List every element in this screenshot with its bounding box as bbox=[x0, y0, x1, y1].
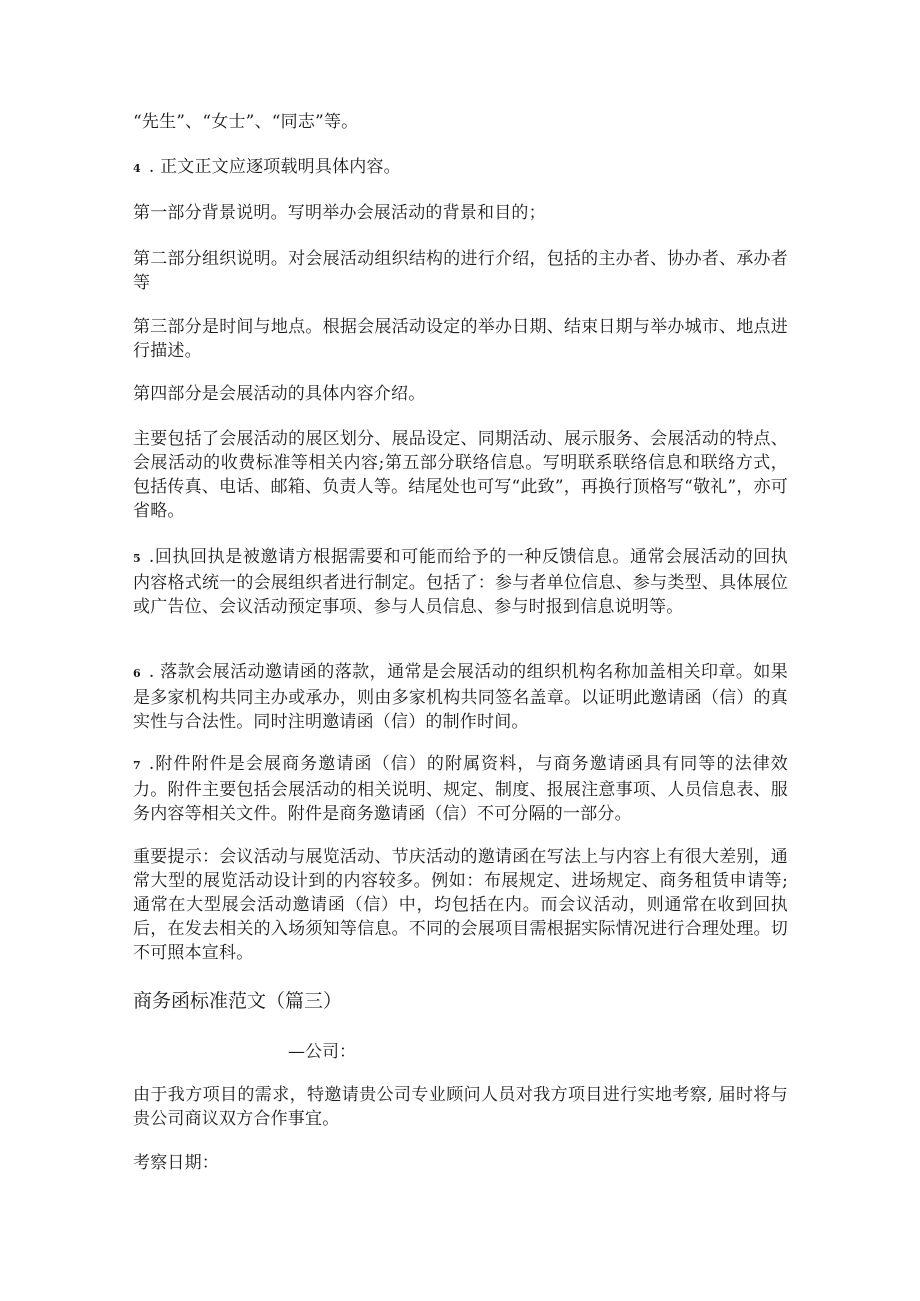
item-number: 4 bbox=[133, 162, 141, 175]
paragraph-part-1: 第一部分背景说明。写明举办会展活动的背景和目的； bbox=[133, 203, 546, 223]
paragraph-item-7: 7 .附件附件是会展商务邀请函（信）的附属资料，与商务邀请函具有同等的法律效力。附件主要包括会展活动的相关说明、规定、制度、报展注意事项、人员信息表、服务内容等相关文件。附件是商务邀请函（信）不可分隔的一部分。 bbox=[133, 754, 788, 824]
item-number: 5 bbox=[133, 552, 141, 565]
paragraph-item-4: 4 . 正文正文应逐项载明具体内容。 bbox=[133, 157, 401, 177]
paragraph-part-4: 第四部分是会展活动的具体内容介绍。 bbox=[133, 384, 426, 404]
paragraph-invitation-body: 由于我方项目的需求，特邀请贵公司专业顾问人员对我方项目进行实地考察, 届时将与贵公司商议双方合作事宜。 bbox=[133, 1085, 788, 1129]
paragraph-important-note: 重要提示：会议活动与展览活动、节庆活动的邀请函在写法上与内容上有很大差别，通常大型的展览活动设计到的内容较多。例如：布展规定、进场规定、商务租赁申请等;通常在大型展会活动邀请函（信）中，均包括在内。而会议活动，则通常在收到回执后，在发去相关的入场须知等信息。不同的会展项目需根据实际情况进行合理处理。切不可照本宣科。 bbox=[133, 847, 788, 963]
paragraph-part-2: 第二部分组织说明。对会展活动组织结构的进行介绍，包括的主办者、协办者、承办者等 bbox=[133, 249, 788, 293]
item-number: 6 bbox=[133, 667, 141, 680]
paragraph-inspection-date: 考察日期： bbox=[133, 1153, 219, 1173]
item-number: 7 bbox=[133, 759, 141, 772]
paragraph-content-detail: 主要包括了会展活动的展区划分、展品设定、同期活动、展示服务、会展活动的特点、会展活动的收费标准等相关内容;第五部分联络信息。写明联系联络信息和联络方式，包括传真、电话、邮箱、负责人等。结尾处也可写“此致”，再换行顶格写“敬礼”，亦可省略。 bbox=[133, 429, 788, 521]
paragraph-quote-titles: “先生”、“女士”、“同志”等。 bbox=[133, 112, 359, 132]
paragraph-part-3: 第三部分是时间与地点。根据会展活动设定的举办日期、结束日期与举办城市、地点进行描述。 bbox=[133, 317, 788, 361]
salutation: —公司： bbox=[288, 1042, 356, 1062]
paragraph-item-5: 5 .回执回执是被邀请方根据需要和可能而给予的一种反馈信息。通常会展活动的回执内容格式统一的会展组织者进行制定。包括了：参与者单位信息、参与类型、具体展位或广告位、会议活动预定事项、参与人员信息、参与时报到信息说明等。 bbox=[133, 547, 788, 617]
paragraph-item-6: 6 . 落款会展活动邀请函的落款，通常是会展活动的组织机构名称加盖相关印章。如果是多家机构共同主办或承办，则由多家机构共同签名盖章。以证明此邀请函（信）的真实性与合法性。同时注明邀请函（信）的制作时间。 bbox=[133, 662, 788, 732]
section-heading: 商务函标准范文（篇三） bbox=[133, 990, 343, 1012]
